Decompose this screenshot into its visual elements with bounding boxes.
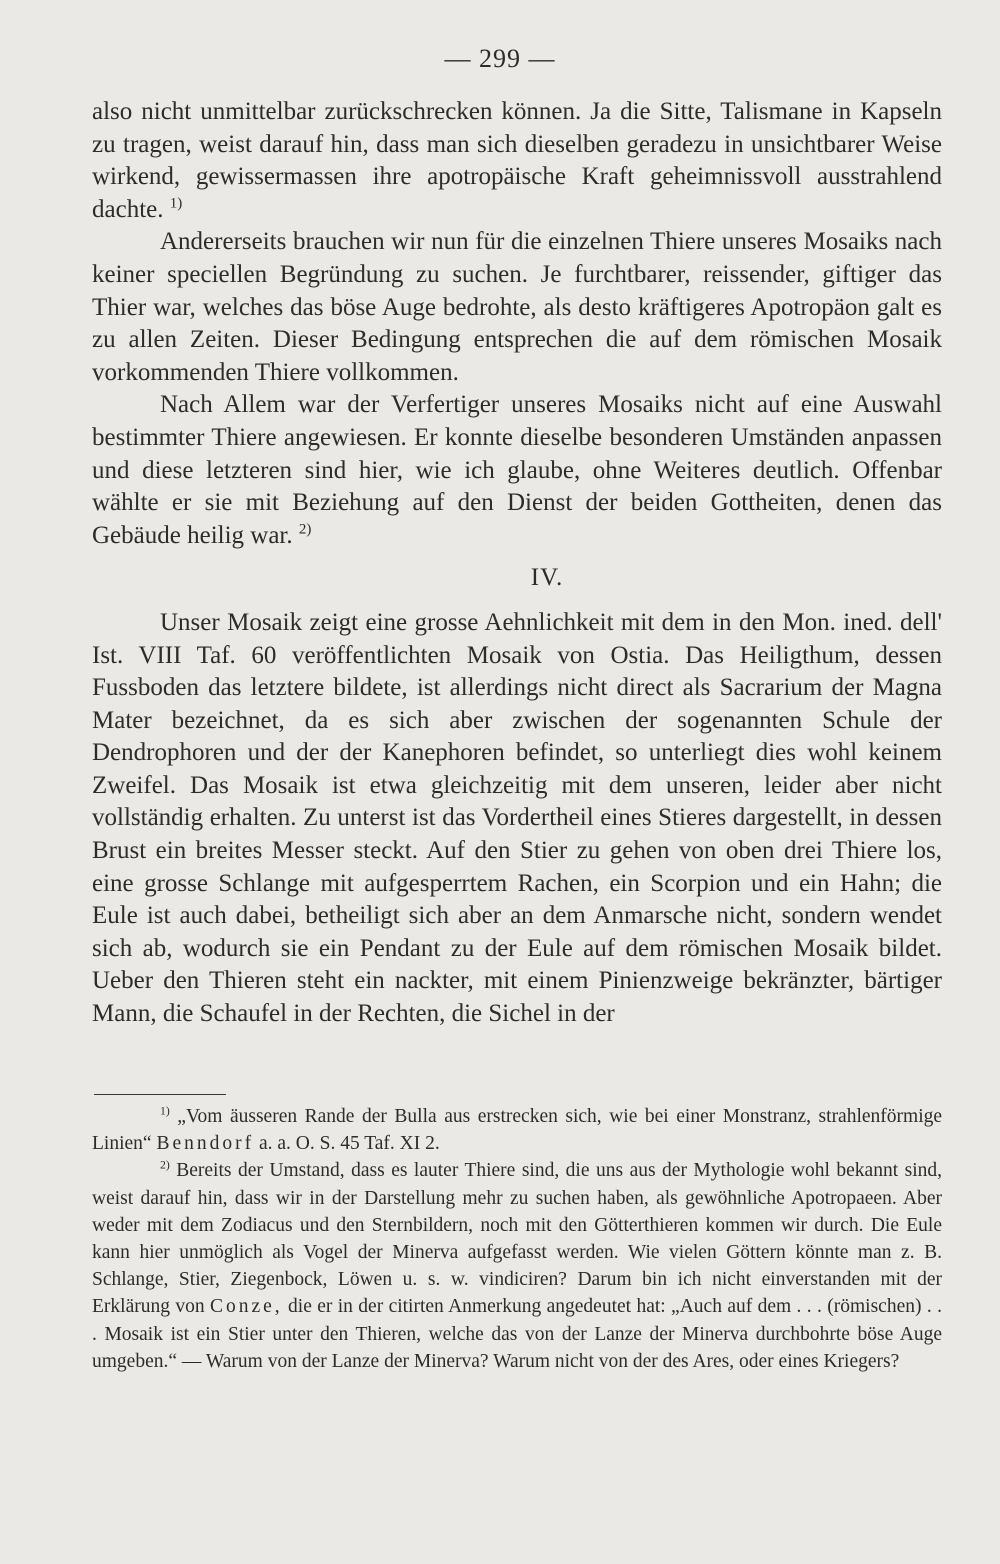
footnotes — [92, 1103, 942, 1375]
paragraph-3 — [92, 389, 942, 552]
main-text — [92, 96, 942, 1031]
section-heading: IV. — [530, 564, 564, 592]
footnote-ref-2: 2) — [298, 521, 312, 538]
footnote-2-text-a: Bereits der Umstand, dass es lauter Thiere sind, die uns aus der Mythologie wohl bekannt sind, weist darauf hin, dass wir in der Darstellung mehr zu suchen haben, als gewöhnliche Apotropaeen. Aber weder mit dem Zodiacus und den Sternbildern, noch mit den Götterthieren kommen wir durch. Die Eule kann hier unmöglich als Vogel der Minerva aufgefasst werden. Wie vielen Göttern könnte man z. B. Schlange, Stier, Ziegenbock, Löwen u. s. w. vindiciren? Darum bin ich nicht einverstanden mit der Erklärung von — [92, 1160, 943, 1318]
footnote-ref-1: 1) — [169, 195, 183, 212]
footnote-divider — [94, 1094, 226, 1095]
footnote-2-author: Conze, — [209, 1296, 283, 1318]
paragraph-1 — [92, 96, 942, 226]
paragraph-2: Andererseits brauchen wir nun für die einzelnen Thiere unseres Mosaiks nach keiner speciellen Begründung zu suchen. Je furchtbarer, reissender, giftiger das Thier war, welches das böse Auge bedrohte, als desto kräftigeres Apotropäon galt es zu allen Zeiten. Dieser Bedingung entsprechen die auf dem römischen Mosaik vorkommenden Thiere vollkommen. — [92, 228, 942, 386]
footnote-2-mark: 2) — [160, 1158, 170, 1172]
footnote-1-text-a: „Vom äusseren Rande der Bulla aus erstrecken sich, wie bei einer Monstranz, strahlenförmige Linien“ — [92, 1106, 943, 1155]
paragraph-4: Unser Mosaik zeigt eine grosse Aehnlichkeit mit dem in den Mon. ined. dell' Ist. VIII Taf. 60 veröffentlichten Mosaik von Ostia. Das Heiligthum, dessen Fussboden das letztere bildete, ist allerdings nicht direct als Sacrarium der Magna Mater bezeichnet, da es sich aber zwischen der sogenannten Schule der Dendrophoren und der der Kanephoren befindet, so unterliegt dies wohl keinem Zweifel. Das Mosaik ist etwa gleichzeitig mit dem unseren, leider aber nicht vollständig erhalten. Zu unterst ist das Vordertheil eines Stieres dargestellt, in dessen Brust ein breites Messer steckt. Auf den Stier zu gehen von oben drei Thiere los, eine grosse Schlange mit aufgesperrtem Rachen, ein Scorpion und ein Hahn; die Eule ist auch dabei, betheiligt sich aber an dem Anmarsche nicht, sondern wendet sich ab, wodurch sie ein Pendant zu der Eule auf dem römischen Mosaik bildet. Ueber den Thieren steht ein nackter, mit einem Pinienzweige bekränzter, bärtiger Mann, die Schaufel in der Rechten, die Sichel in der — [92, 608, 942, 1028]
footnote-1-text-b: a. a. O. S. 45 Taf. XI 2. — [258, 1133, 440, 1155]
page-number: — 299 — — [444, 44, 556, 73]
footnote-1-author: Benndorf — [156, 1133, 255, 1155]
footnote-2-text-b: die er in der citirten Anmerkung angedeutet hat: „Auch auf dem . . . (römischen) . . . Mosaik ist ein Stier unter den Thieren, welche das von der Lanze der Minerva durchbohrte böse Auge umgeben.“ — Warum von der Lanze der Minerva? Warum nicht von der des Ares, oder eines Kriegers? — [92, 1296, 942, 1372]
paragraph-3-text: Nach Allem war der Verfertiger unseres Mosaiks nicht auf eine Auswahl bestimmter Thiere angewiesen. Er konnte dieselbe besonderen Umständen anpassen und diese letzteren sind hier, wie ich glaube, ohne Weiteres deutlich. Offenbar wählte er sie mit Beziehung auf den Dienst der beiden Gottheiten, denen das Gebäude heilig war. — [92, 391, 942, 549]
footnote-1 — [92, 1103, 942, 1157]
footnote-2 — [92, 1157, 942, 1375]
footnote-1-mark: 1) — [160, 1104, 170, 1118]
paragraph-1-text: also nicht unmittelbar zurückschrecken können. Ja die Sitte, Talismane in Kapseln zu tragen, weist darauf hin, dass man sich dieselben geradezu in unsichtbarer Weise wirkend, gewissermassen ihre apotropäische Kraft geheimnissvoll ausstrahlend dachte. — [92, 98, 942, 223]
